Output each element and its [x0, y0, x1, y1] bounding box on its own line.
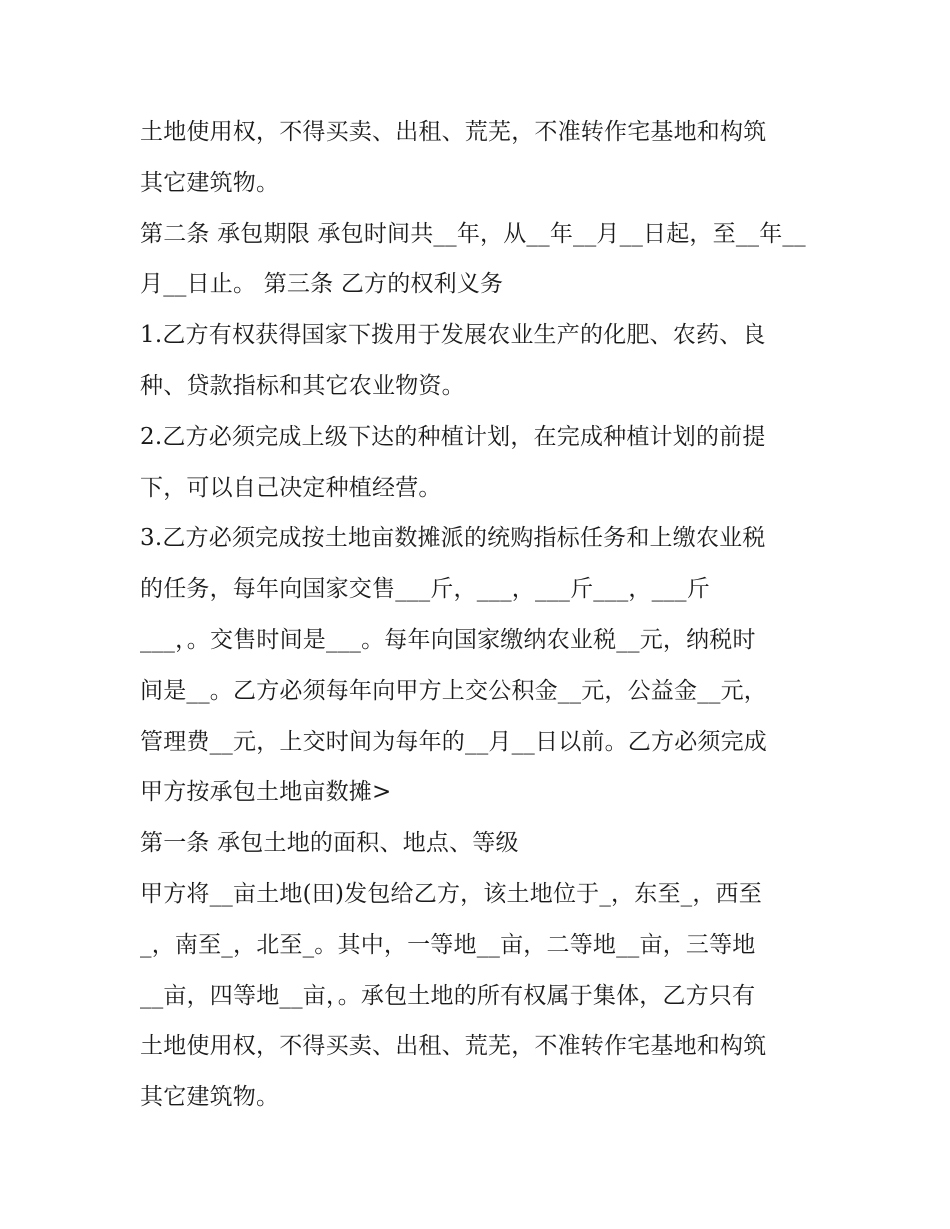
text-line: 土地使用权，不得买卖、出租、荒芜，不准转作宅基地和构筑 — [140, 1033, 767, 1060]
document-body — [140, 107, 820, 1123]
text-line: 甲方将__亩土地(田)发包给乙方，该土地位于_，东至_，西至 — [140, 880, 762, 907]
text-line: ___，。交售时间是___。每年向国家缴纳农业税__元，纳税时 — [140, 626, 756, 653]
text-line: 下，可以自己决定种植经营。 — [140, 474, 442, 501]
text-line: 种、贷款指标和其它农业物资。 — [140, 372, 465, 399]
text-line: 3.乙方必须完成按土地亩数摊派的统购指标任务和上缴农业税 — [140, 525, 766, 552]
text-line: 1.乙方有权获得国家下拨用于发展农业生产的化肥、农药、良 — [140, 322, 766, 349]
text-line: 第二条 承包期限 承包时间共__年，从__年__月__日起，至__年__ — [140, 220, 806, 247]
text-line: 间是__。乙方必须每年向甲方上交公积金__元，公益金__元， — [140, 677, 767, 704]
text-line: 其它建筑物。 — [140, 1084, 280, 1111]
text-line: 月__日止。 第三条 乙方的权利义务 — [140, 271, 504, 298]
text-line: 第一条 承包土地的面积、地点、等级 — [140, 830, 519, 857]
text-line: 管理费__元，上交时间为每年的__月__日以前。乙方必须完成 — [140, 728, 767, 755]
text-line: __亩，四等地__亩，。承包土地的所有权属于集体，乙方只有 — [140, 982, 756, 1009]
text-line: 其它建筑物。 — [140, 169, 280, 196]
text-line: 2.乙方必须完成上级下达的种植计划，在完成种植计划的前提 — [140, 423, 766, 450]
text-line: _，南至_，北至_。其中，一等地__亩，二等地__亩，三等地 — [140, 931, 756, 958]
text-line: 土地使用权，不得买卖、出租、荒芜，不准转作宅基地和构筑 — [140, 119, 767, 145]
text-line: 甲方按承包土地亩数摊> — [140, 779, 392, 806]
text-line: 的任务，每年向国家交售___斤，___，___斤___，___斤 — [140, 576, 710, 603]
